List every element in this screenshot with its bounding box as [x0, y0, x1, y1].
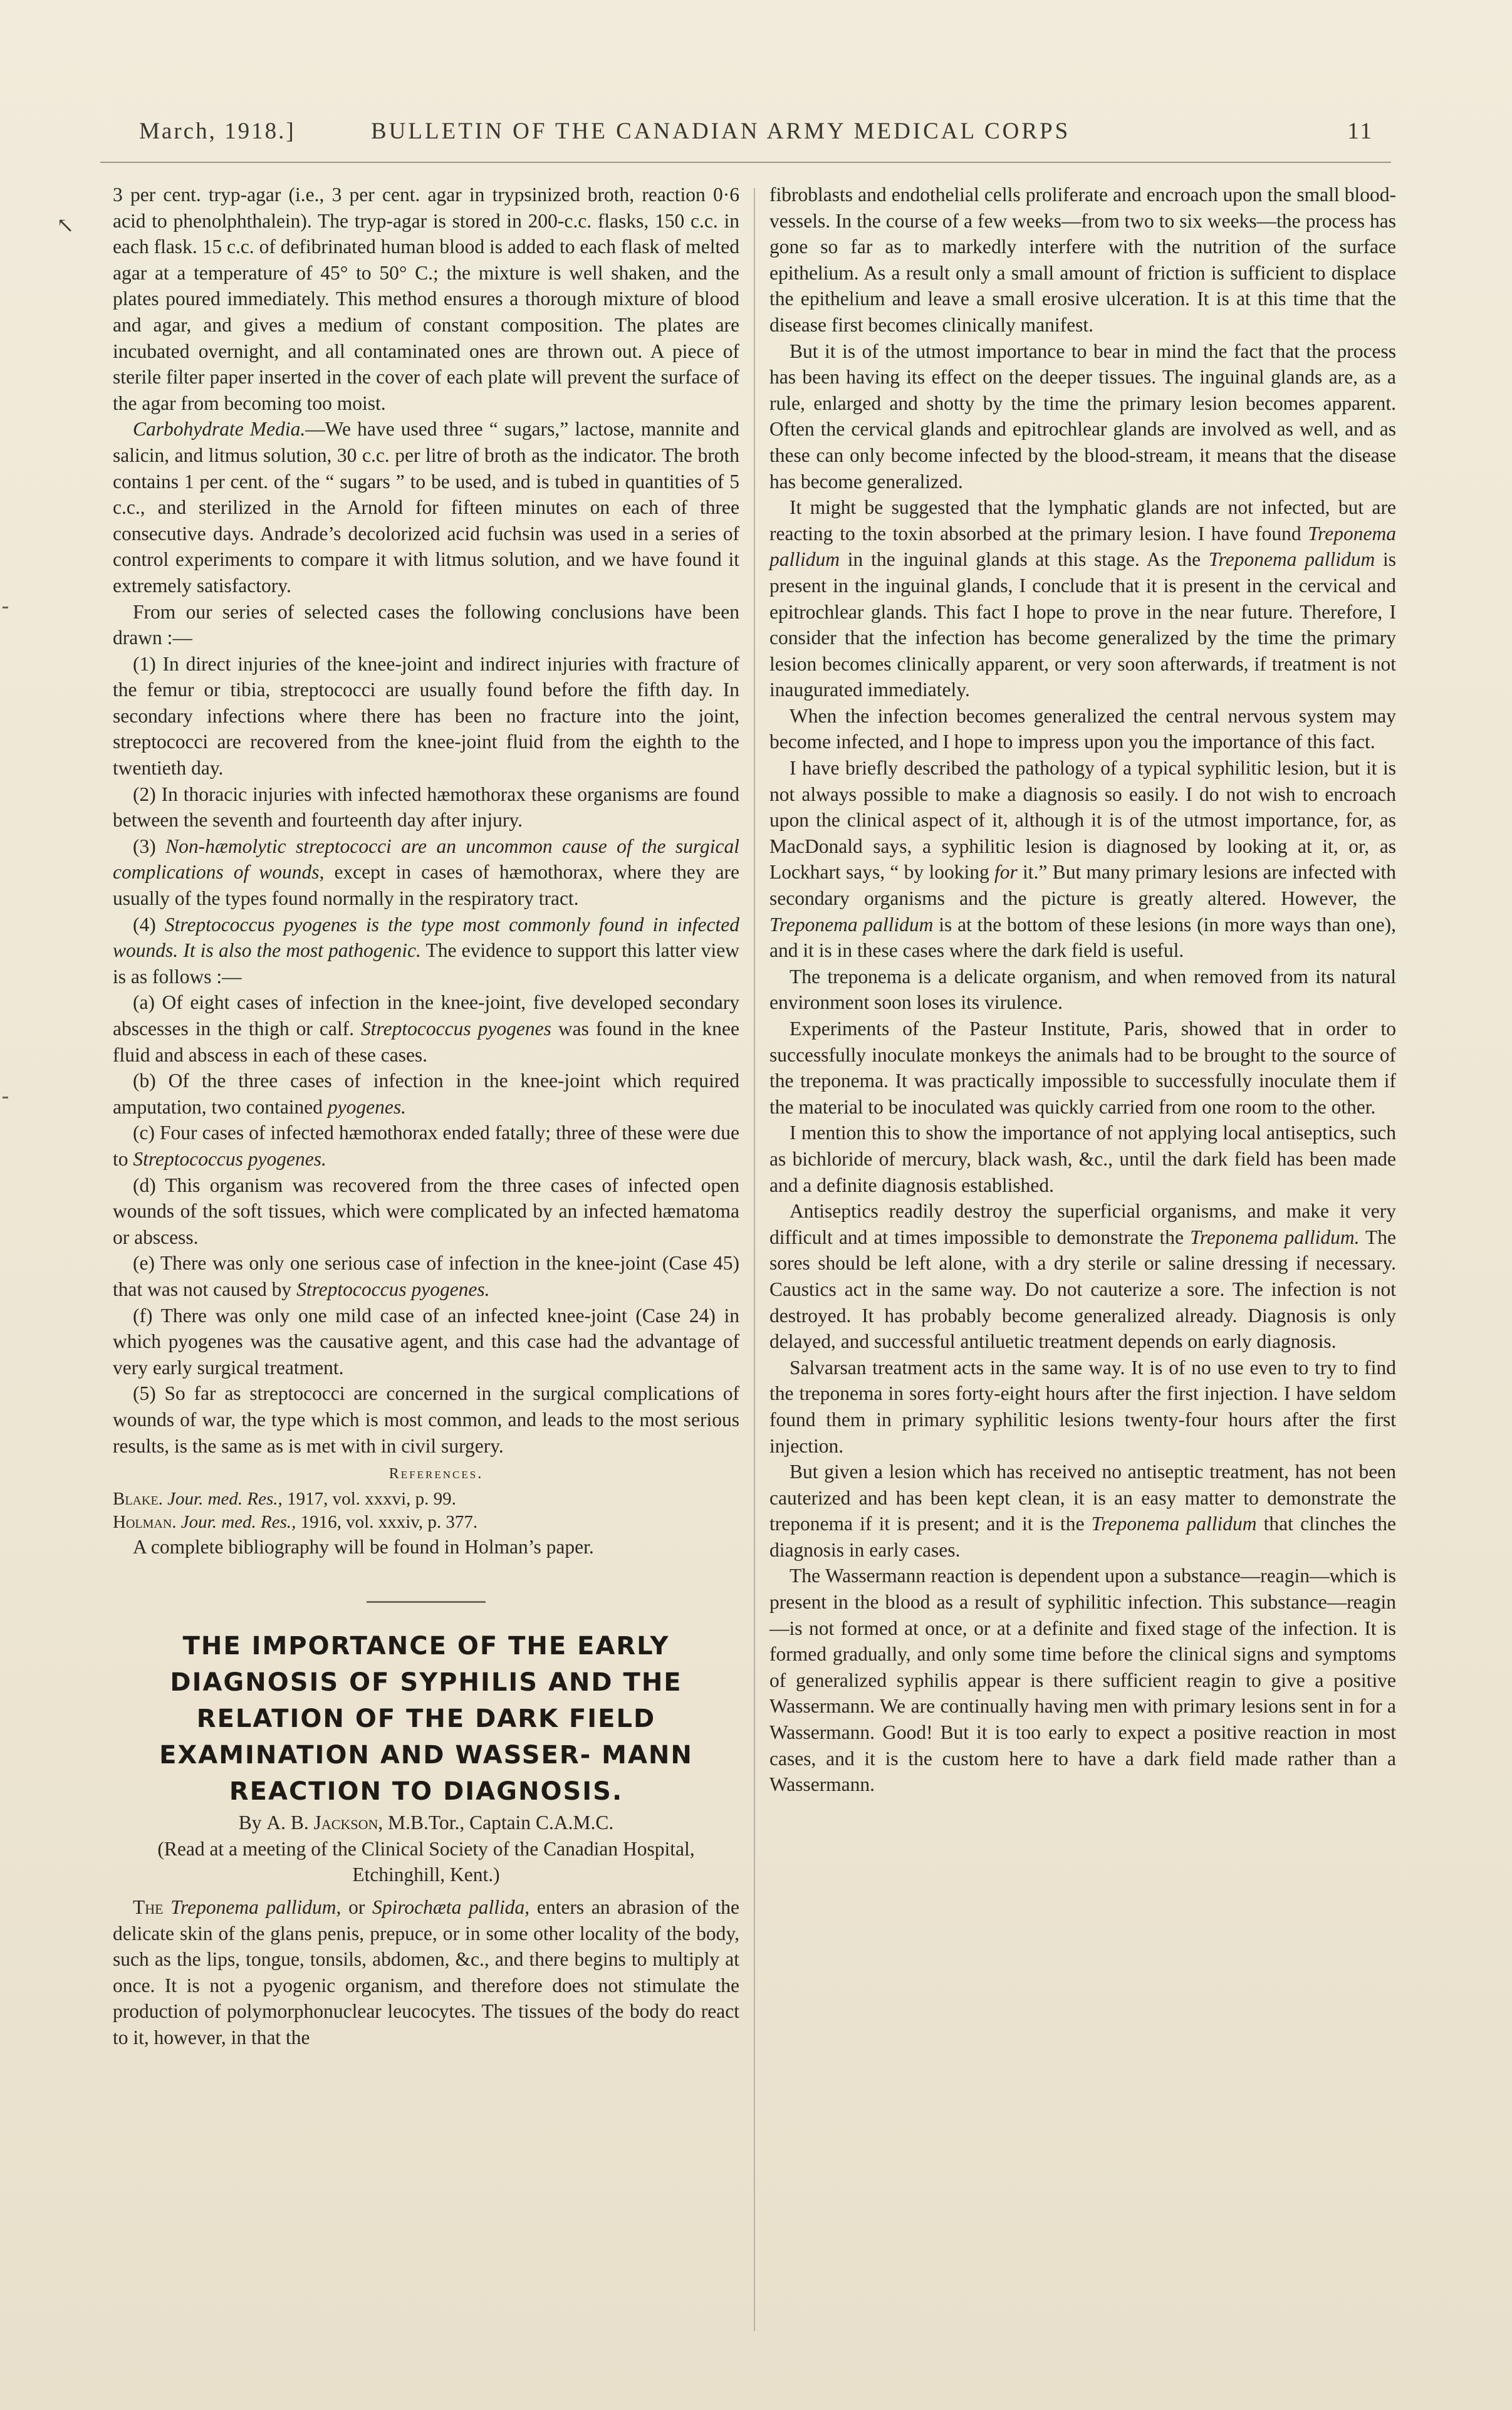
paragraph-text: (e) There was only one serious case of infection in the knee-joint (Case 45) that was not caused by	[113, 1252, 739, 1300]
number: (4)	[133, 913, 165, 936]
italic-text: Non-hæmolytic streptococci are an uncommon cause of the surgical complications of wounds,	[113, 835, 739, 884]
paragraph-text: enters an abrasion of the delicate skin of the glans penis, prepuce, or in some other locality of the body, such as the lips, tongue, tonsils, abdomen, &c., and there begins to multiply at once. It is not a pyogenic organism, and therefore does not stimulate the production of polymorphonuclear leucocytes. The tissues of the body do react to it, however, in that the	[113, 1896, 739, 2049]
paragraph-text: it.” But many primary lesions are infected with secondary organisms and the picture is greatly altered. However, the	[769, 861, 1396, 910]
paragraph: The treponema is a delicate organism, and when removed from its natural environment soon loses its virulence.	[769, 965, 1396, 1014]
paragraph: 3 per cent. tryp-agar (i.e., 3 per cent. agar in trypsinized broth, reaction 0·6 acid to phenolphthalein). The tryp-agar is stored in 200-c.c. flasks, 150 c.c. in each flask. 15 c.c. of defibrinated human blood is added to each flask of melted agar at a temperature of 45° to 50° C.; the mixture is well shaken, and the plates poured immediately. This method ensures a thorough mixture of blood and agar, and gives a medium of constant composition. The plates are incubated overnight, and all contaminated ones are thrown out. A piece of sterile filter paper inserted in the cover of each plate will prevent the surface of the agar from becoming too moist.	[113, 184, 739, 414]
paragraph-text: that clinches the diagnosis in early cases.	[769, 1513, 1396, 1561]
italic-text: Treponema pallidum	[769, 913, 934, 936]
paragraph: I mention this to show the importance of not applying local antiseptics, such as bichloride of mercury, black wash, &c., until the dark field has been made and a definite diagnosis established.	[769, 1122, 1396, 1196]
section-rule	[367, 1601, 486, 1603]
conclusion-5: (5) So far as streptococci are concerned in the surgical complications of wounds of war, the type which is most common, and leads to the most serious results, is the same as is met with in civil surgery.	[113, 1382, 739, 1457]
italic-text: Spirochæta pallida,	[372, 1896, 530, 1919]
reference-item	[113, 1511, 739, 1534]
issue-date: March, 1918.]	[139, 118, 296, 144]
paragraph-text: I have briefly described the pathology of a typical syphilitic lesion, but it is not always possible to make a diagnosis so easily. I do not wish to encroach upon the clinical aspect of it, although it is of the utmost importance, for, as MacDonald says, a syphilitic lesion is diagnosed by looking at it, or, as Lockhart says, “ by looking	[769, 757, 1396, 884]
paragraph-text: is at the bottom of these lesions (in more ways than one), and it is in these cases where the dark field is useful.	[769, 913, 1396, 962]
italic-text: for	[994, 861, 1018, 884]
paragraph: From our series of selected cases the following conclusions have been drawn :—	[113, 600, 739, 649]
paragraph-text: It might be suggested that the lymphatic glands are not infected, but are reacting to the toxin absorbed at the primary lesion. I have found	[769, 496, 1396, 545]
paragraph	[769, 1198, 1396, 1355]
ref-journal: Jour. med. Res.,	[162, 1488, 283, 1509]
evidence-b	[113, 1068, 739, 1120]
paragraph-text: (b) Of the three cases of infection in the knee-joint which required amputation, two contained	[113, 1070, 739, 1118]
byline-prefix: By	[238, 1812, 267, 1834]
paragraph-text: Antiseptics readily destroy the superficial organisms, and make it very difficult and at times impossible to demonstrate the	[769, 1200, 1396, 1248]
italic-text: Streptococcus pyogenes.	[133, 1147, 326, 1170]
conclusion-4	[113, 912, 739, 990]
byline	[113, 1810, 739, 1836]
italic-text: pyogenes.	[327, 1095, 406, 1118]
evidence-c	[113, 1120, 739, 1172]
article-paragraph	[113, 1894, 739, 2051]
italic-text: Treponema pallidum	[769, 522, 1396, 571]
italic-text: Treponema pallidum,	[163, 1896, 342, 1919]
ref-details: 1916, vol. xxxiv, p. 377.	[296, 1511, 478, 1532]
evidence-a	[113, 989, 739, 1068]
right-column	[769, 182, 1396, 1798]
bibliography-note: A complete bibliography will be found in Holman’s paper.	[133, 1535, 594, 1558]
reference-item	[113, 1488, 739, 1511]
paragraph-text: But given a lesion which has received no antiseptic treatment, has not been cauterized and has been kept clean, it is an easy matter to demonstrate the treponema if it is present; and it is the	[769, 1461, 1396, 1535]
conclusion-3	[113, 833, 739, 912]
ref-author: Holman.	[113, 1511, 177, 1532]
ref-author: Blake.	[113, 1488, 163, 1509]
ref-journal: Jour. med. Res.,	[176, 1511, 296, 1532]
left-column	[113, 182, 739, 2051]
paragraph: Salvarsan treatment acts in the same way. It is of no use even to try to find the treponema in sores forty-eight hours after the first injection. I have seldom found them in primary syphilitic lesions twenty-four hours after the first injection.	[769, 1356, 1396, 1457]
author-name: A. B. Jackson,	[266, 1812, 383, 1834]
edge-mark	[3, 607, 8, 608]
italic-text: Treponema pallidum	[1091, 1513, 1257, 1535]
margin-arrow-icon: ↖	[56, 213, 75, 238]
paragraph	[769, 494, 1396, 703]
article-title: THE IMPORTANCE OF THE EARLY DIAGNOSIS OF SYPHILIS AND THE RELATION OF THE DARK FIELD EXAMINATION AND WASSER- MANN REACTION TO DIAGNOSIS.	[159, 1632, 693, 1807]
paragraph-text: is present in the inguinal glands, I conclude that it is present in the cervical and epitrochlear glands. This fact I hope to prove in the near future. Therefore, I consider that the infection has become generalized by the time the primary lesion becomes clinically apparent, or very soon afterwards, if treatment is not inaugurated immediately.	[769, 548, 1397, 701]
paragraph-text: The evidence to support this latter view is as follows :—	[113, 939, 739, 988]
evidence-e	[113, 1250, 739, 1302]
author-credentials: M.B.Tor., Captain C.A.M.C.	[383, 1812, 614, 1834]
bulletin-title: BULLETIN OF THE CANADIAN ARMY MEDICAL CORPS	[371, 118, 1071, 144]
italic-text: Streptococcus pyogenes is the type most commonly found in infected wounds. It is also the most pathogenic.	[113, 913, 740, 962]
lead-word: The	[133, 1896, 164, 1919]
references-heading: References.	[388, 1466, 484, 1483]
number: (3)	[133, 835, 166, 857]
paragraph	[113, 416, 739, 598]
edge-mark	[3, 1097, 8, 1098]
paragraph-text: in the inguinal glands at this stage. As the	[840, 548, 1209, 571]
evidence-d: (d) This organism was recovered from the three cases of infected open wounds of the soft tissues, which were complicated by an infected hæmatoma or abscess.	[113, 1174, 739, 1248]
paragraph-text: The sores should be left alone, with a dry sterile or saline dressing if necessary. Caustics act in the same way. Do not cauterize a sore. The infection is not destroyed. It has probably become generalized already. Diagnosis is only delayed, and successful antiluetic treatment depends on early diagnosis.	[769, 1226, 1396, 1353]
ref-details: 1917, vol. xxxvi, p. 99.	[282, 1488, 456, 1509]
italic-text: Treponema pallidum	[1208, 548, 1375, 571]
paragraph	[769, 755, 1396, 964]
read-at-note: (Read at a meeting of the Clinical Society of the Canadian Hospital, Etchinghill, Kent.)	[157, 1837, 695, 1886]
evidence-f: (f) There was only one mild case of an infected knee-joint (Case 24) in which pyogenes was the causative agent, and this case had the advantage of very early surgical treatment.	[113, 1304, 739, 1379]
paragraph-text: (a) Of eight cases of infection in the knee-joint, five developed secondary abscesses in the thigh or calf.	[113, 991, 739, 1040]
italic-text: Streptococcus pyogenes.	[296, 1278, 490, 1300]
paragraph: But it is of the utmost importance to bear in mind the fact that the process has been having its effect on the deeper tissues. The inguinal glands are, as a rule, enlarged and shotty by the time the primary lesion becomes apparent. Often the cervical glands and epitrochlear glands are involved as well, and as these can only become infected by the blood-stream, it means that the disease has become generalized.	[769, 340, 1396, 493]
paragraph-text: (c) Four cases of infected hæmothorax ended fatally; three of these were due to	[113, 1122, 739, 1170]
paragraph-text: —We have used three “ sugars,” lactose, mannite and salicin, and litmus solution, 30 c.c. per litre of broth as the indicator. The broth contains 1 per cent. of the “ sugars ” to be used, and is tubed in quantities of 5 c.c., and sterilized in the Arnold for fifteen minutes on each of three consecutive days. Andrade’s decolorized acid fuchsin was used in a series of control experiments to compare it with litmus solution, and we have found it extremely satisfactory.	[113, 418, 740, 597]
conclusion-1: (1) In direct injuries of the knee-joint and indirect injuries with fracture of the femur or tibia, streptococci are usually found before the fifth day. In secondary infections where there has been no fracture into the joint, streptococci are recovered from the knee-joint fluid from the eighth to the twentieth day.	[113, 652, 739, 780]
paragraph-text: except in cases of hæmothorax, where they are usually of the types found normally in the respiratory tract.	[113, 861, 739, 910]
column-divider	[754, 188, 755, 2331]
subheading: Carbohydrate Media.	[133, 418, 306, 441]
header-rule	[100, 162, 1391, 163]
conclusion-2: (2) In thoracic injuries with infected hæmothorax these organisms are found between the seventh and fourteenth day after injury.	[113, 783, 739, 832]
paragraph-text: or	[341, 1896, 373, 1919]
page-number: 11	[1347, 118, 1374, 144]
paragraph	[769, 1459, 1396, 1563]
paragraph: fibroblasts and endothelial cells proliferate and encroach upon the small blood-vessels. In the course of a few weeks—from two to six weeks—the process has gone so far as to markedly interfere with the nutrition of the surface epithelium. As a result only a small amount of friction is sufficient to displace the epithelium and leave a small erosive ulceration. It is at this time that the disease first becomes clinically manifest.	[769, 184, 1396, 336]
running-head	[139, 112, 1380, 149]
paragraph-text: was found in the knee fluid and abscess in each of these cases.	[113, 1018, 739, 1066]
paragraph: Experiments of the Pasteur Institute, Paris, showed that in order to successfully inoculate monkeys the animals had to be brought to the source of the treponema. It was practically impossible to successfully inoculate them if the material to be inoculated was quickly carried from one room to the other.	[769, 1018, 1396, 1118]
paragraph: The Wassermann reaction is dependent upon a substance—reagin—which is present in the blood as a result of syphilitic infection. This substance—reagin—is not formed at once, or at a definite and fixed stage of the infection. It is formed gradually, and only some time before the clinical signs and symptoms of generalized syphilis appear is there sufficient reagin to give a positive Wassermann. We are continually having men with primary lesions sent in for a Wassermann. Good! But it is too early to expect a positive reaction in most cases, and it is the custom here to have a dark field made rather than a Wassermann.	[769, 1565, 1396, 1796]
italic-text: Treponema pallidum.	[1190, 1226, 1360, 1248]
italic-text: Streptococcus pyogenes	[361, 1018, 551, 1040]
paragraph: When the infection becomes generalized the central nervous system may become infected, and I hope to impress upon you the importance of this fact.	[769, 704, 1396, 753]
